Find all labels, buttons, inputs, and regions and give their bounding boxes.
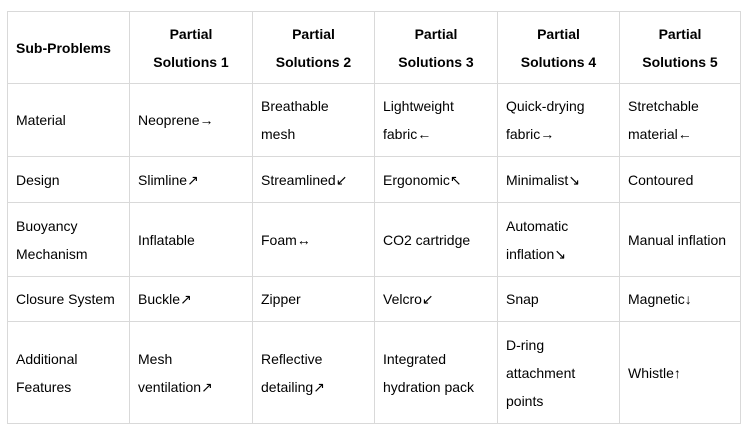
cell-solution-4: Quick-drying fabric→ xyxy=(498,84,620,157)
cell-solution-4: D-ring attachment points xyxy=(498,322,620,424)
table-row-closure-system xyxy=(8,277,741,322)
header-partial-solutions-1: Partial Solutions 1 xyxy=(130,12,253,84)
cell-solution-2: Breathable mesh xyxy=(253,84,375,157)
header-partial-solutions-2: Partial Solutions 2 xyxy=(253,12,375,84)
cell-sub-problem: Closure System xyxy=(8,277,130,322)
cell-solution-4: Automatic inflation↘ xyxy=(498,203,620,277)
cell-solution-1: Inflatable xyxy=(130,203,253,277)
cell-solution-5: Whistle↑ xyxy=(620,322,741,424)
header-partial-solutions-4: Partial Solutions 4 xyxy=(498,12,620,84)
table-row-material xyxy=(8,84,741,157)
cell-solution-2: Foam↔ xyxy=(253,203,375,277)
cell-solution-1: Neoprene→ xyxy=(130,84,253,157)
cell-sub-problem: Design xyxy=(8,157,130,203)
header-sub-problems: Sub-Problems xyxy=(8,12,130,84)
morphological-table-container xyxy=(7,11,741,424)
cell-solution-2: Zipper xyxy=(253,277,375,322)
cell-solution-3: Integrated hydration pack xyxy=(375,322,498,424)
header-partial-solutions-3: Partial Solutions 3 xyxy=(375,12,498,84)
cell-solution-4: Minimalist↘ xyxy=(498,157,620,203)
cell-solution-3: Lightweight fabric← xyxy=(375,84,498,157)
cell-solution-2: Reflective detailing↗ xyxy=(253,322,375,424)
cell-solution-5: Contoured xyxy=(620,157,741,203)
cell-sub-problem: Buoyancy Mechanism xyxy=(8,203,130,277)
table-row-design xyxy=(8,157,741,203)
table-row-additional-features xyxy=(8,322,741,424)
table-row-buoyancy-mechanism xyxy=(8,203,741,277)
cell-solution-1: Slimline↗ xyxy=(130,157,253,203)
cell-solution-2: Streamlined↙ xyxy=(253,157,375,203)
cell-solution-5: Stretchable material← xyxy=(620,84,741,157)
cell-solution-3: CO2 cartridge xyxy=(375,203,498,277)
cell-solution-3: Ergonomic↖ xyxy=(375,157,498,203)
cell-solution-5: Manual inflation xyxy=(620,203,741,277)
header-row xyxy=(8,12,741,84)
cell-solution-1: Mesh ventilation↗ xyxy=(130,322,253,424)
cell-solution-3: Velcro↙ xyxy=(375,277,498,322)
cell-solution-1: Buckle↗ xyxy=(130,277,253,322)
cell-solution-4: Snap xyxy=(498,277,620,322)
cell-sub-problem: Additional Features xyxy=(8,322,130,424)
header-partial-solutions-5: Partial Solutions 5 xyxy=(620,12,741,84)
morphological-table xyxy=(7,11,741,424)
cell-solution-5: Magnetic↓ xyxy=(620,277,741,322)
cell-sub-problem: Material xyxy=(8,84,130,157)
